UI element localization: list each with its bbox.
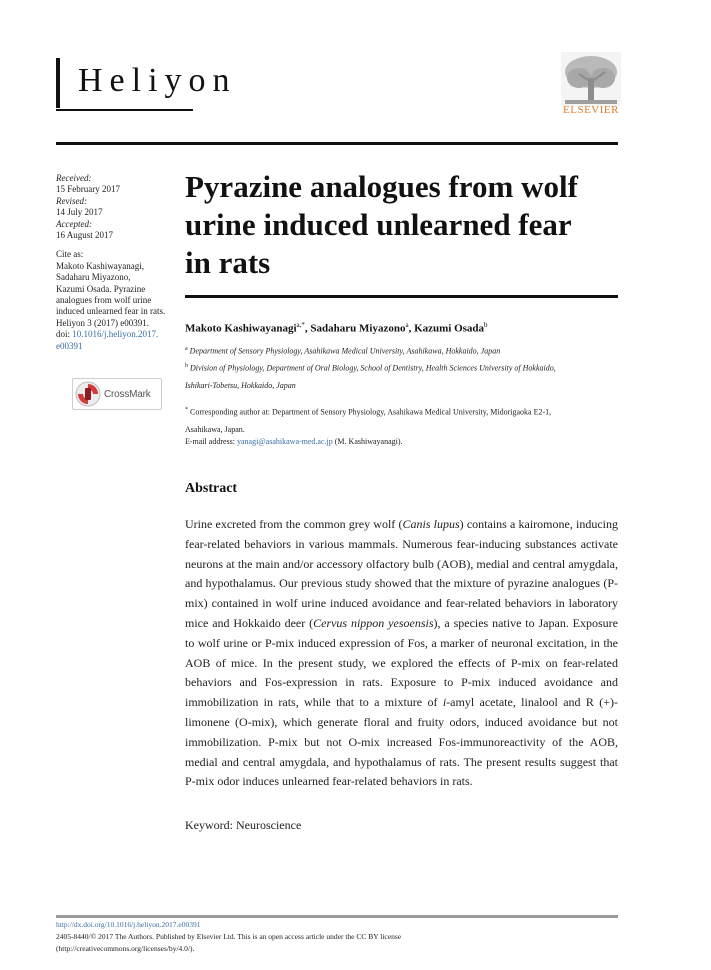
author-affiliation-mark: b bbox=[484, 321, 488, 329]
author-name[interactable]: Makoto Kashiwayanagi bbox=[185, 322, 297, 335]
author-affiliation-mark: a bbox=[405, 321, 409, 329]
citation-doi bbox=[56, 329, 174, 340]
journal-underline bbox=[56, 109, 193, 111]
article-sidebar bbox=[56, 173, 174, 352]
author-name[interactable]: Kazumi Osada bbox=[414, 322, 485, 335]
crossmark-label: CrossMark bbox=[104, 388, 151, 400]
received-date: 15 February 2017 bbox=[56, 184, 120, 195]
elsevier-wordmark: ELSEVIER bbox=[563, 104, 619, 116]
crossmark-icon bbox=[75, 381, 101, 407]
keyword-line: Keyword: Neuroscience bbox=[185, 818, 302, 832]
title-line: urine induced unlearned fear bbox=[185, 207, 572, 242]
accepted-date: 16 August 2017 bbox=[56, 230, 114, 241]
affiliation-b: $^b$ Division of Physiology, Department of Oral Biology, School of Dentistry, Health Sciences University of Hokkaido, Ishikari-Tobetsu, Hokkaido, Japan bbox=[185, 363, 556, 390]
doi-link[interactable]: 10.1016/j.heliyon.2017. bbox=[72, 329, 159, 340]
author-list: Makoto Kashiwayanagi$^{a,*}$, Sadaharu Miyazono$^a$, Kazumi Osada$^b$ bbox=[185, 321, 488, 335]
footer-rule bbox=[56, 915, 618, 918]
abstract-heading: Abstract bbox=[185, 481, 238, 496]
affiliation-a: $^a$ Department of Sensory Physiology, Asahikawa Medical University, Asahikawa, Hokkaido, Japan bbox=[185, 346, 501, 356]
doi-label: doi: bbox=[56, 329, 71, 340]
title-line: in rats bbox=[185, 245, 271, 280]
journal-name: Heliyon bbox=[78, 62, 237, 99]
citation-line: Kazumi Osada. Pyrazine bbox=[56, 283, 146, 294]
accepted-label: Accepted: bbox=[56, 218, 92, 229]
abstract-body: Urine excreted from the common grey wolf (Canis lupus) contains a kairomone, inducing fear-related behaviors in various mammals. Numerous fear-inducing substances activate neurons at the main and/or accessory olfactory bulb (AOB), medial and central amygdala, and hypothalamus. Our previous study showed that the mixture of pyrazine analogues (P-mix) contained in wolf urine induced avoidance and fear-related behaviors in laboratory mice and Hokkaido deer (Cervus nippon yesoensis), a species native to Japan. Exposure to wolf urine or P-mix induced expression of Fos, a marker of neuronal excitation, in the AOB of mice. In the present study, we explored the effects of P-mix on fear-related behaviors and Fos-expression in rats. Exposure to P-mix induced avoidance and immobilization in rats, while that to a mixture of i-amyl acetate, linalool and R (+)-limonene (O-mix), which generate floral and fruity odors, induced avoidance but not immobilization. P-mix but not O-mix increased Fos-immunoreactivity of the AOB, medial and central amygdala, and hypothalamus of rats. The present results suggest that P-mix odor induces unlearned fear-related behaviors in rats. bbox=[185, 517, 619, 789]
license-url: (http://creativecommons.org/licenses/by/4.0/). bbox=[56, 944, 195, 953]
email-link[interactable]: yanagi@asahikawa-med.ac.jp bbox=[236, 437, 333, 446]
citation-line: Makoto Kashiwayanagi, bbox=[56, 260, 144, 271]
received-label: Received: bbox=[56, 173, 92, 183]
header-rule bbox=[56, 142, 618, 145]
page-footer bbox=[56, 919, 616, 955]
email-line: E-mail address: yanagi@asahikawa-med.ac.jp (M. Kashiwayanagi). bbox=[185, 437, 403, 446]
citation-line: Heliyon 3 (2017) e00391. bbox=[56, 317, 149, 328]
journal-bar bbox=[56, 58, 60, 108]
license-line: 2405-8440/© 2017 The Authors. Published by Elsevier Ltd. This is an open access article under the CC BY license bbox=[56, 932, 402, 941]
revised-label: Revised: bbox=[56, 195, 87, 206]
citation-line: Sadaharu Miyazono, bbox=[56, 272, 131, 283]
article-title bbox=[185, 168, 625, 282]
revised-date: 14 July 2017 bbox=[56, 207, 103, 218]
footer-doi-link[interactable]: http://dx.doi.org/10.1016/j.heliyon.2017.e00391 bbox=[56, 920, 201, 929]
crossmark-button[interactable] bbox=[72, 378, 162, 410]
author-name[interactable]: Sadaharu Miyazono bbox=[310, 322, 406, 335]
doi-link-continued[interactable]: e00391 bbox=[56, 340, 83, 351]
title-line: Pyrazine analogues from wolf bbox=[185, 169, 578, 204]
author-affiliation-mark: a,* bbox=[296, 321, 305, 329]
corresponding-author: * Corresponding author at: Department of Sensory Physiology, Asahikawa Medical University, Midorigaoka E2-1, Asahikawa, Japan. bbox=[185, 407, 552, 434]
citation-line: induced unlearned fear in rats. bbox=[56, 306, 166, 317]
title-rule bbox=[185, 295, 618, 298]
cite-as-label: Cite as: bbox=[56, 249, 84, 260]
citation-line: analogues from wolf urine bbox=[56, 295, 152, 306]
